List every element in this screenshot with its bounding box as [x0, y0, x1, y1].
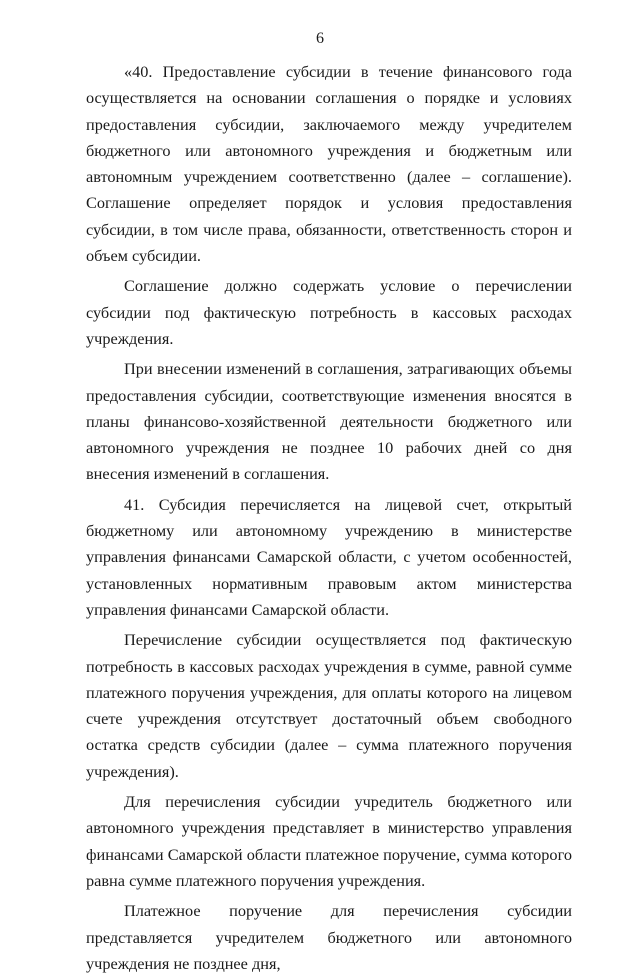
- paragraph-41: 41. Субсидия перечисляется на лицевой счет, открытый бюджетному или автономному учреждению в министерстве управления финансами Самарской области, с учетом особенностей, установленных нормативным правовым актом министерства управления финансами Самарской области.: [86, 494, 572, 619]
- paragraph-40: «40. Предоставление субсидии в течение финансового года осуществляется на основании соглашения о порядке и условиях предоставления субсидии, заключаемого между учредителем бюджетного или автономного учреждения и бюджетным или автономным учреждением соответственно (далее – соглашение). Соглашение определяет порядок и условия предоставления субсидии, в том числе права, обязанности, ответственность сторон и объем субсидии.: [86, 62, 572, 266]
- paragraph-agreement-changes: При внесении изменений в соглашения, затрагивающих объемы предоставления субсидии, соответствующие изменения вносятся в планы финансово-хозяйственной деятельности бюджетного или автономного учреждения не позднее 10 рабочих дней со дня внесения изменений в соглашения.: [86, 359, 572, 484]
- paragraph-agreement-condition: Соглашение должно содержать условие о перечислении субсидии под фактическую потребность в кассовых расходах учреждения.: [86, 276, 572, 348]
- document-body: [86, 59, 572, 977]
- paragraph-payment-order-deadline: Платежное поручение для перечисления субсидии представляется учредителем бюджетного или автономного учреждения не позднее дня,: [86, 901, 572, 973]
- paragraph-payment-order: Для перечисления субсидии учредитель бюджетного или автономного учреждения представляет в министерство управления финансами Самарской области платежное поручение, сумма которого равна сумме платежного поручения учреждения.: [86, 792, 572, 890]
- paragraph-transfer: Перечисление субсидии осуществляется под фактическую потребность в кассовых расходах учреждения в сумме, равной сумме платежного поручения учреждения, для оплаты которого на лицевом счете учреждения отсутствует достаточный объем свободного остатка средств субсидии (далее – сумма платежного поручения учреждения).: [86, 630, 572, 781]
- page-number: 6: [316, 30, 324, 47]
